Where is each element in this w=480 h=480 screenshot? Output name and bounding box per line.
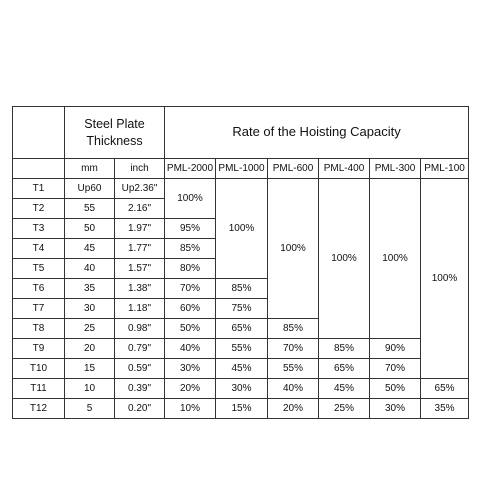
pml600-cell: 20% (268, 399, 319, 419)
pml2000-cell: 30% (165, 359, 216, 379)
inch-cell: 0.59" (115, 359, 165, 379)
pml1000-cell: 15% (216, 399, 268, 419)
pml600-cell: 85% (268, 319, 319, 339)
pml2000-cell: 60% (165, 299, 216, 319)
pml2000-t1-t2-cell: 100% (165, 179, 216, 219)
model-header-pml400: PML-400 (319, 159, 370, 179)
pml1000-cell: 85% (216, 279, 268, 299)
inch-cell: 1.38" (115, 279, 165, 299)
inch-cell: 2.16" (115, 199, 165, 219)
inch-cell: 1.57" (115, 259, 165, 279)
pml400-cell: 25% (319, 399, 370, 419)
mm-cell: 50 (65, 219, 115, 239)
pml100-t1-t10-cell: 100% (421, 179, 469, 379)
row-id: T11 (13, 379, 65, 399)
row-id: T12 (13, 399, 65, 419)
mm-cell: 5 (65, 399, 115, 419)
pml2000-cell: 70% (165, 279, 216, 299)
hoisting-capacity-table (12, 106, 469, 419)
pml2000-cell: 95% (165, 219, 216, 239)
model-header-pml100: PML-100 (421, 159, 469, 179)
pml1000-t1-t5-cell: 100% (216, 179, 268, 279)
steel-plate-header-line2: Thickness (86, 133, 143, 148)
pml2000-cell: 40% (165, 339, 216, 359)
row-id: T2 (13, 199, 65, 219)
pml1000-cell: 75% (216, 299, 268, 319)
row-id: T7 (13, 299, 65, 319)
steel-plate-thickness-header (65, 107, 165, 159)
unit-mm-header: mm (65, 159, 115, 179)
pml600-cell: 70% (268, 339, 319, 359)
row-id: T10 (13, 359, 65, 379)
row-id: T5 (13, 259, 65, 279)
model-header-pml300: PML-300 (370, 159, 421, 179)
pml600-cell: 40% (268, 379, 319, 399)
mm-cell: 20 (65, 339, 115, 359)
row-id: T8 (13, 319, 65, 339)
pml2000-cell: 80% (165, 259, 216, 279)
unit-inch-header: inch (115, 159, 165, 179)
pml300-cell: 50% (370, 379, 421, 399)
mm-cell: 45 (65, 239, 115, 259)
mm-cell: Up60 (65, 179, 115, 199)
row-id: T3 (13, 219, 65, 239)
inch-cell: 0.98" (115, 319, 165, 339)
inch-cell: 1.97" (115, 219, 165, 239)
steel-plate-header-line1: Steel Plate (84, 117, 145, 132)
pml300-cell: 30% (370, 399, 421, 419)
table-row (13, 179, 469, 199)
inch-cell: Up2.36" (115, 179, 165, 199)
mm-cell: 10 (65, 379, 115, 399)
mm-cell: 35 (65, 279, 115, 299)
pml400-t1-t8-cell: 100% (319, 179, 370, 339)
pml400-cell: 85% (319, 339, 370, 359)
row-id: T9 (13, 339, 65, 359)
mm-cell: 15 (65, 359, 115, 379)
header-row (13, 107, 469, 159)
pml1000-cell: 45% (216, 359, 268, 379)
pml2000-cell: 50% (165, 319, 216, 339)
inch-cell: 0.39" (115, 379, 165, 399)
pml600-t1-t7-cell: 100% (268, 179, 319, 319)
pml600-cell: 55% (268, 359, 319, 379)
pml1000-cell: 30% (216, 379, 268, 399)
pml400-cell: 65% (319, 359, 370, 379)
table-row (13, 399, 469, 419)
inch-cell: 0.79" (115, 339, 165, 359)
inch-cell: 1.18" (115, 299, 165, 319)
mm-cell: 40 (65, 259, 115, 279)
mm-cell: 55 (65, 199, 115, 219)
pml300-cell: 70% (370, 359, 421, 379)
model-header-pml600: PML-600 (268, 159, 319, 179)
inch-cell: 0.20" (115, 399, 165, 419)
model-header-pml1000: PML-1000 (216, 159, 268, 179)
mm-cell: 30 (65, 299, 115, 319)
pml1000-cell: 65% (216, 319, 268, 339)
pml300-cell: 90% (370, 339, 421, 359)
blank-subheader-cell (13, 159, 65, 179)
pml100-cell: 35% (421, 399, 469, 419)
pml2000-cell: 10% (165, 399, 216, 419)
row-id: T4 (13, 239, 65, 259)
pml2000-cell: 20% (165, 379, 216, 399)
corner-cell (13, 107, 65, 159)
pml300-t1-t8-cell: 100% (370, 179, 421, 339)
pml2000-cell: 85% (165, 239, 216, 259)
subheader-row (13, 159, 469, 179)
pml1000-cell: 55% (216, 339, 268, 359)
row-id: T6 (13, 279, 65, 299)
inch-cell: 1.77" (115, 239, 165, 259)
capacity-header: Rate of the Hoisting Capacity (165, 107, 469, 159)
pml100-cell: 65% (421, 379, 469, 399)
row-id: T1 (13, 179, 65, 199)
pml400-cell: 45% (319, 379, 370, 399)
table-row (13, 339, 469, 359)
table-row (13, 359, 469, 379)
mm-cell: 25 (65, 319, 115, 339)
model-header-pml2000: PML-2000 (165, 159, 216, 179)
table-row (13, 379, 469, 399)
